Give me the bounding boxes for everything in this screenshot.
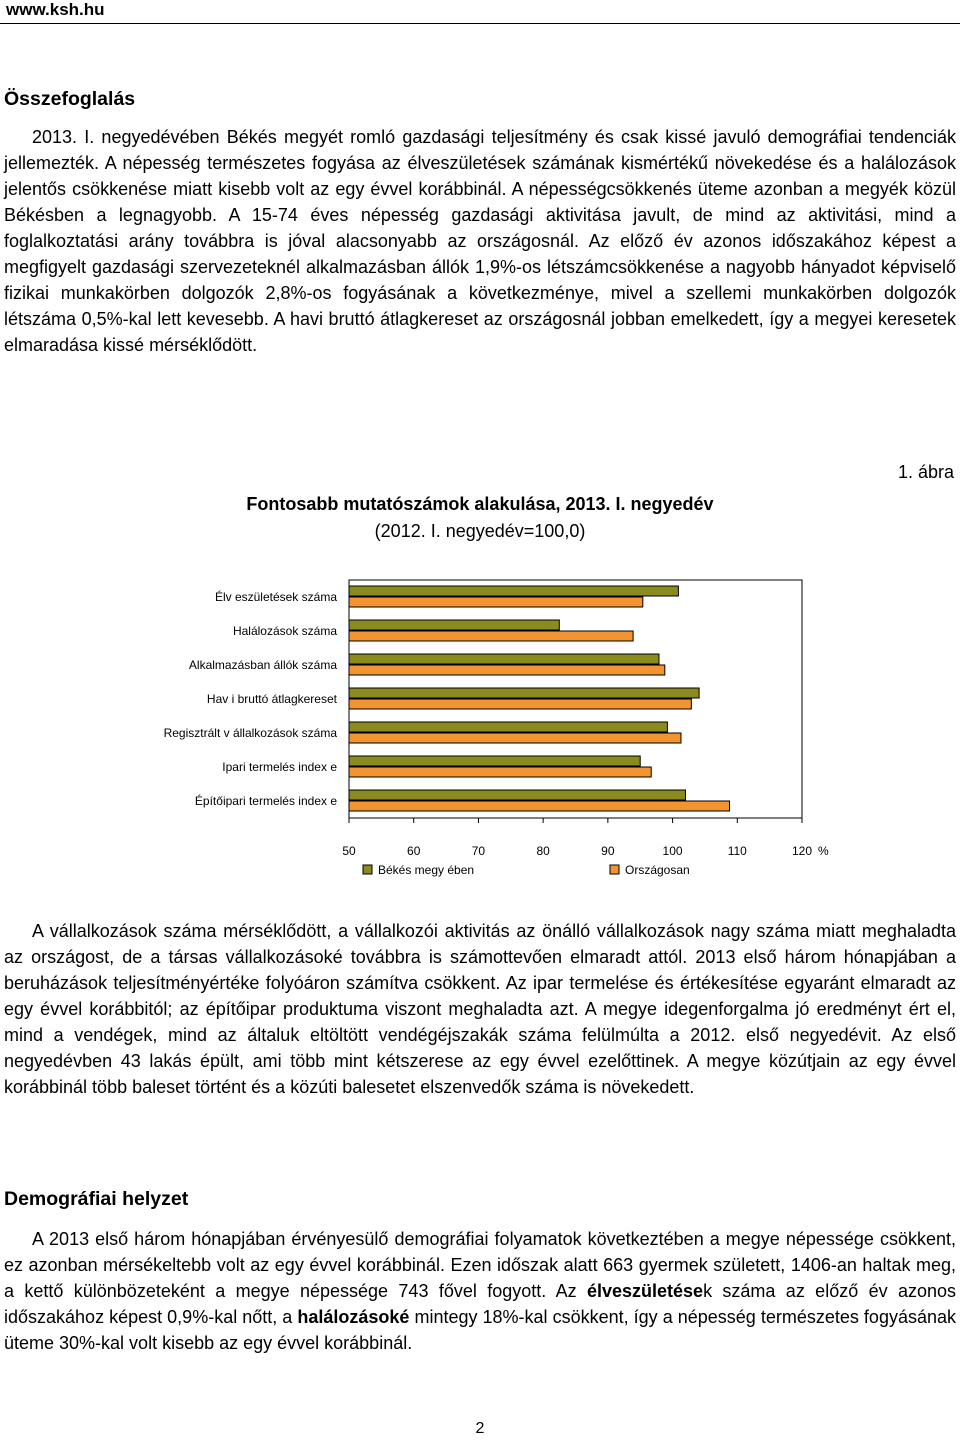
demography-paragraph [4,1226,956,1356]
x-tick-label: 50 [342,844,356,858]
bar [349,767,651,777]
x-tick-label: 70 [471,844,486,858]
x-unit-label: % [818,844,829,858]
header-rule [0,23,960,24]
bar [349,586,678,596]
bar [349,665,665,675]
bar [349,654,659,664]
demography-bold-births: élveszületése [586,1281,704,1301]
category-label: Ipari termelés index e [222,760,337,774]
x-tick-label: 90 [601,844,615,858]
demography-text-1: A 2013 első három hónapjában érvényesülő demográfiai folyamatok következtében a megye népessége csökkent, ez azonban mérsékeltebb volt az egy évvel korábbinál. Ezen időszak alatt 663 gyermek született, 1406-an haltak meg, a kettő különbözeteként a megye népessége 743 fővel fogyott. Az [4,1229,956,1301]
x-tick-label: 100 [662,844,683,858]
x-tick-label: 80 [536,844,550,858]
bar [349,597,643,607]
bar [349,733,681,743]
bar [349,620,559,630]
bar [349,688,699,698]
chart-title: Fontosabb mutatószámok alakulása, 2013. I. negyedév [246,494,714,514]
bar [349,801,730,811]
category-label: Építőipari termelés index e [194,794,337,808]
x-tick-label: 110 [727,844,747,858]
bar [349,756,640,766]
legend-label: Országosan [625,863,690,877]
category-label: Élv eszületések száma [214,590,337,604]
legend-swatch [363,865,372,874]
summary-paragraph-1: 2013. I. negyedévében Békés megyét romló gazdasági teljesítmény és csak kissé javuló demográfiai tendenciák jellemezték. A népesség természetes fogyása az élveszületések számának kismértékű növekedése és a halálozások jelentős csökkenése miatt kisebb volt az egy évvel korábbinál. A népességcsökkenés üteme azonban a megyék közül Békésben a legnagyobb. A 15-74 éves népesség gazdasági aktivitása javult, de mind az aktivitási, mind a foglalkoztatási arány továbbra is jóval alacsonyabb az országosnál. Az előző év azonos időszakához képest a megfigyelt gazdasági szervezeteknél alkalmazásban állók 1,9%-os létszámcsökkenése a nagyobb hányadot képviselő fizikai munkakörben dolgozók 2,8%-os fogyásának a következménye, mivel a szellemi munkakörben dolgozók létszáma 0,5%-kal lett kevesebb. A havi bruttó átlagkereset az országosnál jobban emelkedett, így a megyei keresetek elmaradása kissé mérséklődött. [4,127,956,355]
bar [349,631,633,641]
bar [349,699,691,709]
demography-heading: Demográfiai helyzet [4,1188,189,1210]
legend-swatch [610,865,619,874]
category-label: Hav i bruttó átlagkereset [206,692,337,706]
legend-label: Békés megy ében [378,863,475,877]
figure-label: 1. ábra [897,462,954,482]
summary-paragraph-2: A vállalkozások száma mérséklődött, a vállalkozói aktivitás az önálló vállalkozások nagy száma miatt meghaladta az országost, de a társas vállalkozásoké továbbra is számottevően elmaradt attól. 2013 első három hónapjában a beruházások teljesítményértéke folyóáron számítva csökkent. Az ipar termelése és értékesítése egyaránt elmaradt az egy évvel korábbitól; az építőipar produktuma viszont meghaladta azt. A megye idegenforgalma jó eredményt ért el, mind a vendégek, mind az általuk eltöltött vendégéjszakák száma felülmúlta a 2012. első negyedévit. Az első negyedévben 43 lakás épült, ami több mint kétszerese az egy évvel ezelőttinek. A megye közútjain az egy évvel korábbinál több baleset történt és a közúti balesetet elszenvedők száma is növekedett. [4,921,956,1097]
bar [349,722,667,732]
bar-chart [130,570,850,890]
category-label: Regisztrált v állalkozások száma [163,726,337,740]
demography-bold-deaths: halálozásoké [297,1307,410,1327]
page-number: 2 [475,1420,485,1437]
chart-subtitle: (2012. I. negyedév=100,0) [374,521,586,541]
site-url[interactable]: www.ksh.hu [6,0,105,19]
x-tick-label: 60 [407,844,421,858]
x-tick-label: 120 [791,844,813,858]
category-label: Halálozások száma [232,624,337,638]
summary-heading: Összefoglalás [4,88,136,110]
demography-text-2: k száma az előző év azonos időszakához képest 0,9%-kal nőtt, a [4,1281,956,1327]
bar [349,790,686,800]
demography-text-3: mintegy 18%-kal csökkent, így a népesség természetes fogyásának üteme 30%-kal volt kisebb az egy évvel korábbinál. [4,1307,956,1353]
category-label: Alkalmazásban állók száma [188,658,337,672]
